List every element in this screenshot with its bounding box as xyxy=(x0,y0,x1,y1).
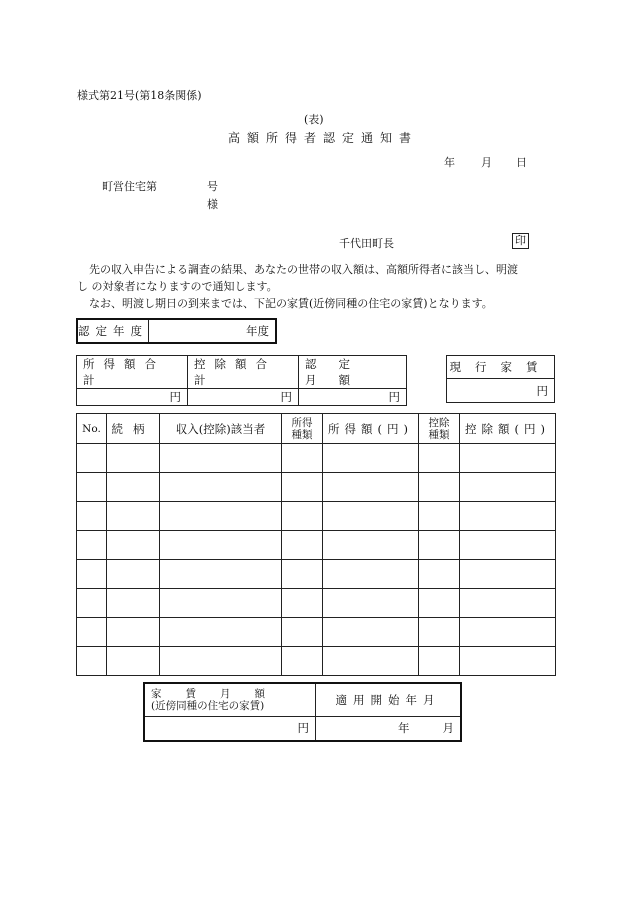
table-cell[interactable] xyxy=(77,618,107,647)
certified-monthly-label xyxy=(299,356,407,389)
total-deduction-label xyxy=(188,356,299,389)
detail-table-body xyxy=(77,444,556,676)
table-cell[interactable] xyxy=(419,647,460,676)
seal-mark xyxy=(512,233,529,249)
table-cell[interactable] xyxy=(77,647,107,676)
header-deduction-amount: 控除額(円) xyxy=(460,414,556,444)
table-cell[interactable] xyxy=(282,502,323,531)
table-cell[interactable] xyxy=(160,618,282,647)
total-income-text xyxy=(77,356,187,388)
table-row xyxy=(77,502,556,531)
date-year: 年 xyxy=(444,156,455,169)
table-cell[interactable] xyxy=(460,647,556,676)
table-cell[interactable] xyxy=(160,502,282,531)
table-cell[interactable] xyxy=(323,618,419,647)
total-income-label-text: 所得額合計 xyxy=(83,357,165,387)
table-cell[interactable] xyxy=(160,647,282,676)
table-cell[interactable] xyxy=(323,647,419,676)
table-cell[interactable] xyxy=(460,531,556,560)
header-person: 収入(控除)該当者 xyxy=(160,414,282,444)
table-row xyxy=(77,589,556,618)
table-cell[interactable] xyxy=(282,444,323,473)
rent-box xyxy=(143,682,462,742)
total-income-label xyxy=(77,356,188,389)
table-cell[interactable] xyxy=(77,502,107,531)
table-cell[interactable] xyxy=(323,473,419,502)
table-row xyxy=(77,618,556,647)
rent-amount-value: 円 xyxy=(144,716,316,741)
header-deduction-type-2: 種類 xyxy=(428,428,450,441)
header-income-type-2: 種類 xyxy=(291,428,313,441)
total-income-value: 円 xyxy=(77,389,188,406)
front-side-label: (表) xyxy=(304,113,324,126)
header-deduction-type xyxy=(419,414,460,444)
certified-monthly-label-text: 認定月額 xyxy=(305,357,372,387)
table-cell[interactable] xyxy=(282,531,323,560)
table-cell[interactable] xyxy=(419,531,460,560)
table-cell[interactable] xyxy=(323,444,419,473)
rent-label-line-2: (近傍同種の住宅の家賃) xyxy=(151,699,265,712)
certification-year-box xyxy=(76,318,277,344)
header-income-amount: 所得額(円) xyxy=(323,414,419,444)
rent-start-value xyxy=(316,716,462,741)
certified-monthly-value: 円 xyxy=(299,389,407,406)
table-row xyxy=(77,647,556,676)
table-cell[interactable] xyxy=(160,473,282,502)
table-cell[interactable] xyxy=(419,502,460,531)
header-deduction-type-1: 控除 xyxy=(428,416,450,429)
table-cell[interactable] xyxy=(419,618,460,647)
rent-start-label: 適用開始年月 xyxy=(316,683,462,716)
table-cell[interactable] xyxy=(282,560,323,589)
form-number: 様式第21号(第18条関係) xyxy=(77,89,202,102)
table-cell[interactable] xyxy=(460,560,556,589)
table-cell[interactable] xyxy=(323,531,419,560)
table-cell[interactable] xyxy=(160,444,282,473)
table-row xyxy=(77,560,556,589)
rent-label-line-1-text: 家賃月額 xyxy=(151,687,289,700)
table-cell[interactable] xyxy=(460,502,556,531)
body-line-1: 先の収入申告による調査の結果、あなたの世帯の収入額は、高額所得者に該当し、明渡 xyxy=(89,263,518,276)
table-cell[interactable] xyxy=(460,589,556,618)
table-cell[interactable] xyxy=(77,560,107,589)
table-cell[interactable] xyxy=(107,560,160,589)
rent-start-year: 年 xyxy=(398,721,410,736)
rent-start-month: 月 xyxy=(442,721,454,736)
table-cell[interactable] xyxy=(107,473,160,502)
rent-start-value-inner xyxy=(316,720,460,736)
table-cell[interactable] xyxy=(460,444,556,473)
issuer-name: 千代田町長 xyxy=(339,237,394,250)
table-row xyxy=(77,473,556,502)
header-no: No. xyxy=(77,414,107,444)
table-cell[interactable] xyxy=(77,473,107,502)
table-cell[interactable] xyxy=(160,589,282,618)
certification-year-label: 認定年度 xyxy=(77,319,149,343)
table-cell[interactable] xyxy=(77,531,107,560)
date-month: 月 xyxy=(481,156,492,169)
table-cell[interactable] xyxy=(419,444,460,473)
header-relation: 続柄 xyxy=(107,414,160,444)
table-cell[interactable] xyxy=(107,589,160,618)
table-cell[interactable] xyxy=(419,473,460,502)
table-cell[interactable] xyxy=(282,647,323,676)
current-rent-table xyxy=(446,355,555,403)
certified-monthly-text xyxy=(299,356,406,388)
table-cell[interactable] xyxy=(282,589,323,618)
table-cell[interactable] xyxy=(107,444,160,473)
current-rent-value: 円 xyxy=(447,379,555,403)
document-title: 高額所得者認定通知書 xyxy=(228,131,419,145)
body-line-2: し の対象者になりますので通知します。 xyxy=(77,280,278,293)
rent-label-line-1 xyxy=(151,688,309,700)
table-cell[interactable] xyxy=(107,647,160,676)
housing-number-suffix: 号 xyxy=(207,180,218,193)
total-deduction-text xyxy=(188,356,298,388)
table-cell[interactable] xyxy=(460,473,556,502)
table-cell[interactable] xyxy=(323,502,419,531)
current-rent-label: 現行家賃 xyxy=(447,356,555,379)
table-cell[interactable] xyxy=(160,560,282,589)
table-cell[interactable] xyxy=(419,589,460,618)
date-day: 日 xyxy=(516,156,527,169)
table-cell[interactable] xyxy=(282,473,323,502)
table-cell[interactable] xyxy=(419,560,460,589)
income-detail-table xyxy=(76,413,556,676)
table-cell[interactable] xyxy=(107,531,160,560)
certification-year-unit: 年度 xyxy=(149,319,277,343)
summary-table xyxy=(76,355,407,406)
table-cell[interactable] xyxy=(107,502,160,531)
header-income-type xyxy=(282,414,323,444)
total-deduction-label-text: 控除額合計 xyxy=(194,357,276,387)
rent-label-cell xyxy=(144,683,316,716)
table-cell[interactable] xyxy=(282,618,323,647)
body-line-3: なお、明渡し期日の到来までは、下記の家賃(近傍同種の住宅の家賃)となります。 xyxy=(89,297,493,310)
total-deduction-value: 円 xyxy=(188,389,299,406)
table-cell[interactable] xyxy=(77,589,107,618)
table-cell[interactable] xyxy=(77,444,107,473)
table-cell[interactable] xyxy=(323,560,419,589)
housing-number-label: 町営住宅第 xyxy=(102,180,157,193)
table-cell[interactable] xyxy=(323,589,419,618)
seal-label: 印 xyxy=(512,233,529,249)
table-cell[interactable] xyxy=(460,618,556,647)
table-cell[interactable] xyxy=(160,531,282,560)
table-row xyxy=(77,531,556,560)
table-row xyxy=(77,444,556,473)
table-cell[interactable] xyxy=(107,618,160,647)
header-income-type-1: 所得 xyxy=(291,416,313,429)
recipient-honorific: 様 xyxy=(207,198,218,211)
